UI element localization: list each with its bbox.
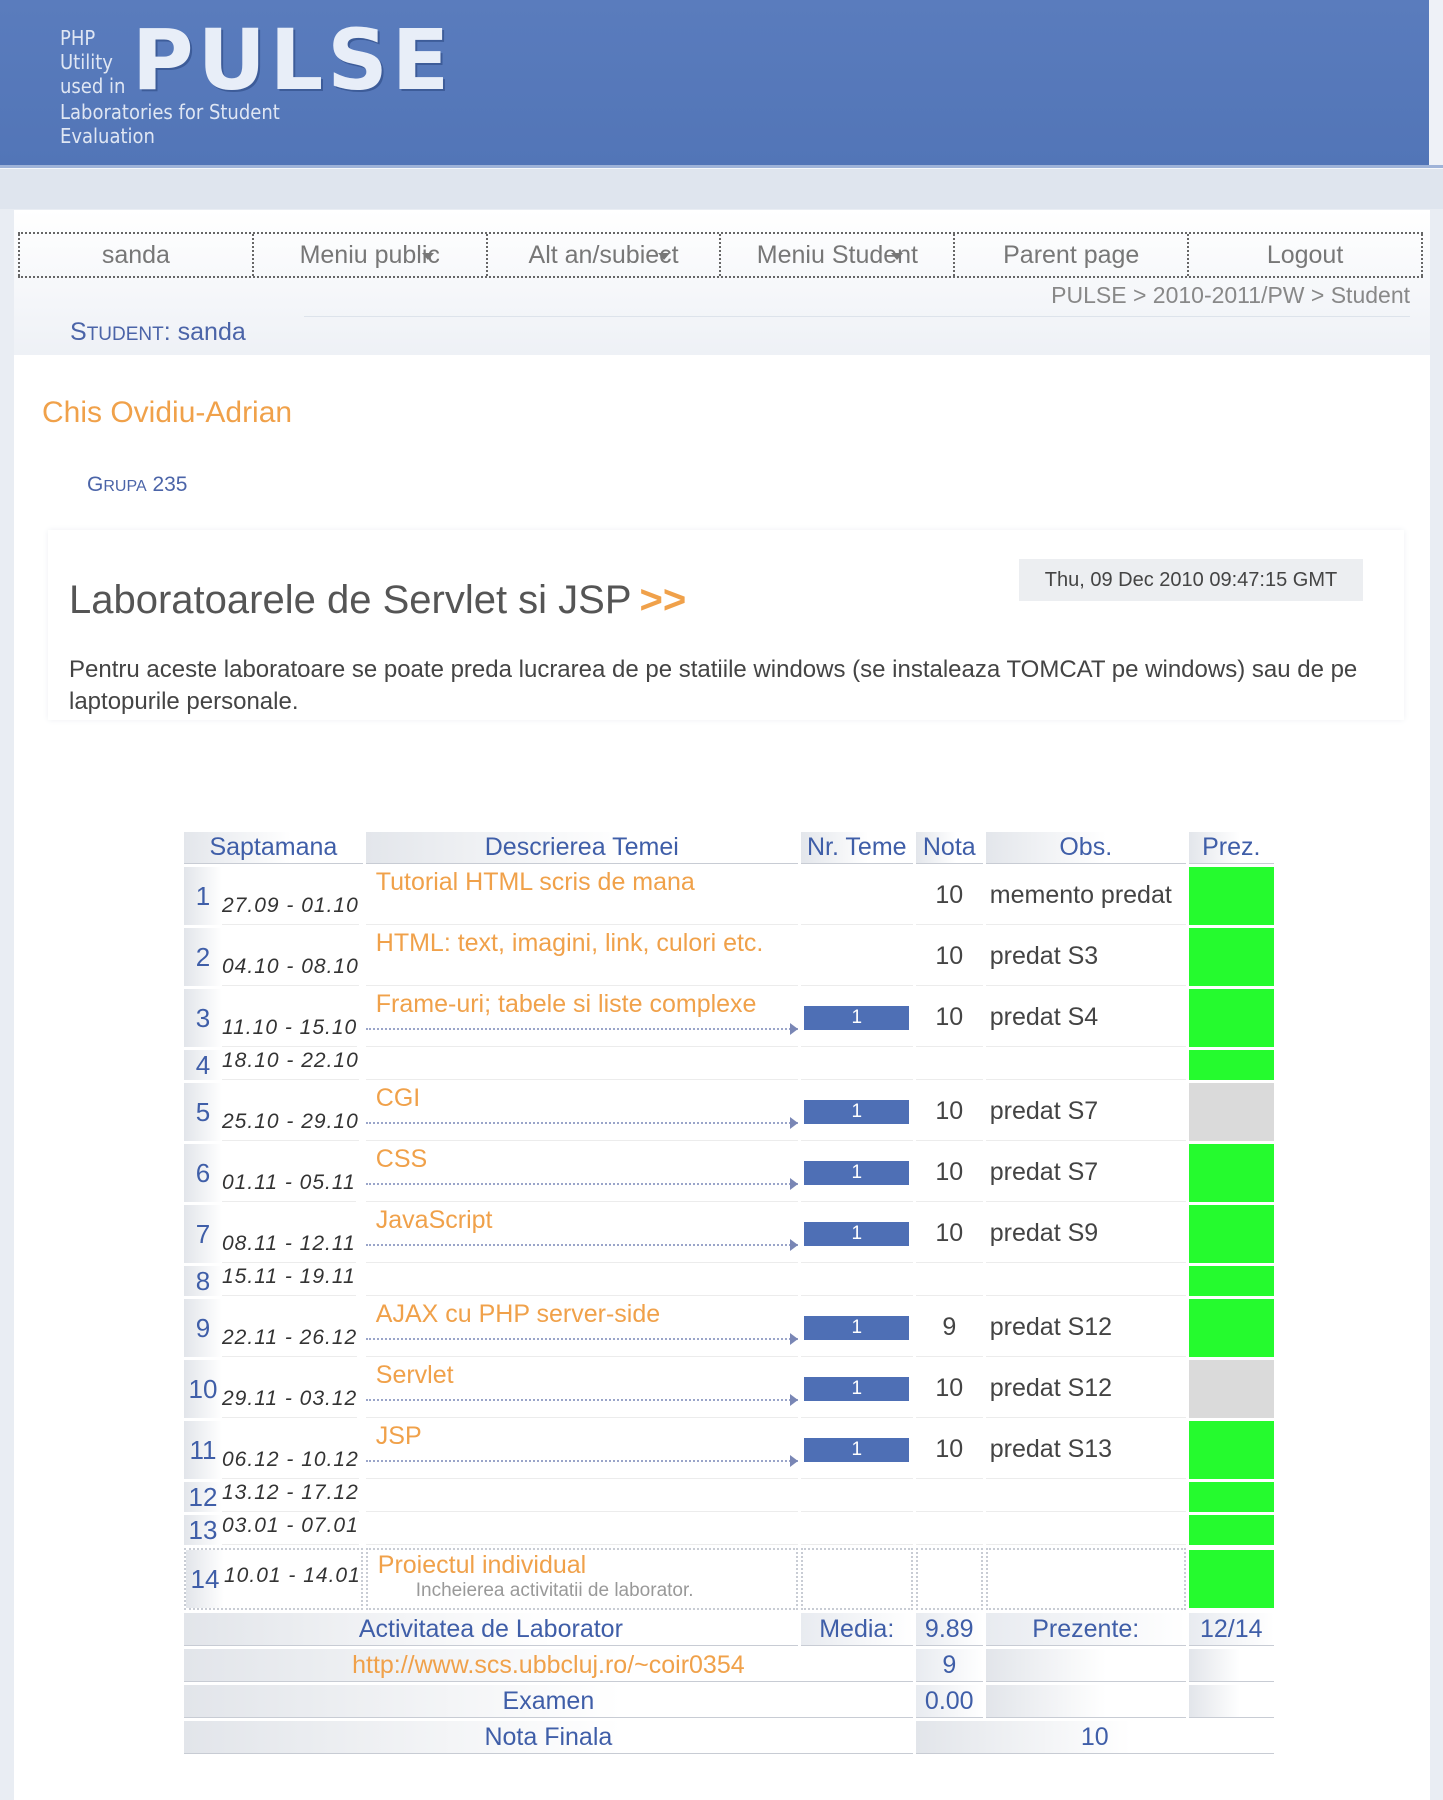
presence-cell — [1189, 928, 1274, 986]
presence-label: Prezente: — [986, 1613, 1186, 1646]
menu-item-label: sanda — [101, 241, 170, 269]
presence-indicator — [1189, 1144, 1274, 1202]
presence-indicator — [1189, 1421, 1274, 1479]
summary-activity-row — [184, 1613, 1274, 1646]
obs-cell — [986, 1548, 1186, 1610]
presence-indicator — [1189, 1550, 1274, 1608]
week-cell — [184, 1144, 363, 1202]
table-footer — [184, 1548, 1274, 1754]
grade-cell: 10 — [916, 1144, 983, 1202]
page-content — [14, 210, 1430, 1800]
exam-value: 0.00 — [916, 1685, 983, 1718]
presence-cell — [1189, 1083, 1274, 1141]
week-cell — [184, 1360, 363, 1418]
menu-item-public[interactable] — [254, 234, 488, 276]
week-dates: 15.11 - 19.11 — [222, 1266, 356, 1296]
obs-cell: predat S7 — [986, 1144, 1186, 1202]
chevron-down-icon — [891, 253, 903, 260]
table-row — [184, 989, 1274, 1047]
header-topic: Descrierea Temei — [366, 832, 798, 864]
topic-link[interactable]: JSP — [366, 1422, 422, 1450]
presence-cell — [1189, 1360, 1274, 1418]
final-label: Nota Finala — [184, 1721, 913, 1754]
week-number: 12 — [184, 1482, 222, 1512]
project-url-link[interactable]: http://www.scs.ubbcluj.ro/~coir0354 — [184, 1649, 913, 1682]
week-cell — [184, 1421, 363, 1479]
count-cell — [801, 1548, 913, 1610]
logo-line-used-in: used in — [60, 74, 126, 98]
breadcrumb-divider — [304, 316, 1410, 317]
count-cell — [801, 1482, 913, 1512]
presence-cell — [1189, 867, 1274, 925]
table-row — [184, 1515, 1274, 1545]
presence-indicator — [1189, 1515, 1274, 1545]
empty-cell — [1189, 1649, 1274, 1682]
table-row — [184, 1050, 1274, 1080]
week-cell — [184, 1299, 363, 1357]
arrow-right-icon — [790, 1178, 798, 1190]
menu-item-other-year[interactable] — [488, 234, 722, 276]
week-number: 9 — [184, 1299, 222, 1357]
week-dates: 03.01 - 07.01 — [222, 1515, 359, 1545]
menu-item-label: Alt an/subiect — [528, 241, 679, 269]
grade-cell: 10 — [916, 989, 983, 1047]
table-row — [184, 1083, 1274, 1141]
exam-label: Examen — [184, 1685, 913, 1718]
project-topic-cell — [366, 1548, 798, 1610]
presence-indicator — [1189, 1050, 1274, 1080]
url-grade: 9 — [916, 1649, 983, 1682]
count-bar[interactable]: 1 — [804, 1161, 909, 1185]
count-cell — [801, 1360, 913, 1418]
group-label — [87, 473, 188, 497]
arrow-line — [366, 1244, 798, 1246]
logo-word: PULSE — [132, 11, 454, 109]
table-row — [184, 1299, 1274, 1357]
group-label-initial: G — [87, 473, 104, 496]
topic-cell — [366, 1050, 798, 1080]
main-menu — [18, 232, 1423, 278]
topic-link[interactable]: AJAX cu PHP server-side — [366, 1300, 660, 1328]
table-row — [184, 1421, 1274, 1479]
week-dates: 11.10 - 15.10 — [222, 989, 357, 1047]
topic-link[interactable]: Tutorial HTML scris de mana — [366, 868, 695, 896]
table-row-project — [184, 1548, 1274, 1610]
presence-cell — [1189, 989, 1274, 1047]
week-number: 4 — [184, 1050, 222, 1080]
topic-cell — [366, 1482, 798, 1512]
presence-cell — [1189, 1266, 1274, 1296]
header-count: Nr. Teme — [801, 832, 913, 864]
student-label-initial: S — [70, 318, 87, 346]
topic-cell — [366, 989, 798, 1047]
presence-indicator — [1189, 928, 1274, 986]
topic-link[interactable]: Frame-uri; tabele si liste complexe — [366, 990, 757, 1018]
table-row — [184, 867, 1274, 925]
week-dates: 22.11 - 26.12 — [222, 1299, 357, 1357]
logo-line-utility: Utility — [60, 50, 113, 74]
count-cell — [801, 1205, 913, 1263]
presence-cell — [1189, 1299, 1274, 1357]
presence-indicator — [1189, 1266, 1274, 1296]
topic-cell — [366, 1421, 798, 1479]
grade-cell — [916, 1266, 983, 1296]
summary-exam-row — [184, 1685, 1274, 1718]
menu-item-logout[interactable] — [1189, 234, 1423, 276]
topic-link[interactable]: Servlet — [366, 1361, 454, 1389]
week-cell — [184, 1548, 363, 1610]
header-presence: Prez. — [1189, 832, 1274, 864]
week-dates: 18.10 - 22.10 — [222, 1050, 359, 1080]
arrow-line — [366, 1183, 798, 1185]
topic-cell — [366, 1205, 798, 1263]
group-label-rest: RUPA — [103, 478, 147, 495]
timestamp: Thu, 09 Dec 2010 09:47:15 GMT — [1019, 559, 1363, 601]
topic-cell — [366, 1360, 798, 1418]
presence-indicator — [1189, 1299, 1274, 1357]
obs-cell: predat S9 — [986, 1205, 1186, 1263]
topic-cell — [366, 1083, 798, 1141]
week-dates: 13.12 - 17.12 — [222, 1482, 359, 1512]
menu-item-user[interactable] — [18, 234, 254, 276]
grades-table — [181, 829, 1277, 1757]
topic-cell — [366, 1266, 798, 1296]
topic-cell — [366, 1299, 798, 1357]
week-dates: 01.11 - 05.11 — [222, 1144, 356, 1202]
table-row — [184, 1266, 1274, 1296]
table-row — [184, 1482, 1274, 1512]
week-number: 10 — [184, 1360, 222, 1418]
site-header — [0, 0, 1443, 168]
summary-final-row — [184, 1721, 1274, 1754]
table-row — [184, 1144, 1274, 1202]
final-value: 10 — [916, 1721, 1274, 1754]
project-note: Incheierea activitatii de laborator. — [415, 1580, 694, 1601]
topic-link[interactable]: HTML: text, imagini, link, culori etc. — [366, 929, 764, 957]
menu-item-student[interactable] — [721, 234, 955, 276]
grade-cell: 10 — [916, 1205, 983, 1263]
arrow-line — [366, 1399, 798, 1401]
presence-indicator — [1189, 1205, 1274, 1263]
week-cell — [184, 1083, 363, 1141]
empty-cell — [986, 1649, 1186, 1682]
count-bar[interactable]: 1 — [804, 1316, 909, 1340]
week-dates: 10.01 - 14.01 — [224, 1564, 361, 1587]
obs-cell: predat S12 — [986, 1360, 1186, 1418]
week-number: 2 — [184, 928, 222, 986]
week-number: 3 — [184, 989, 222, 1047]
count-cell — [801, 867, 913, 925]
presence-cell — [1189, 1421, 1274, 1479]
week-dates: 04.10 - 08.10 — [222, 928, 359, 986]
count-cell — [801, 1083, 913, 1141]
count-cell — [801, 1515, 913, 1545]
arrow-right-icon — [790, 1455, 798, 1467]
presence-cell — [1189, 1144, 1274, 1202]
grade-cell: 9 — [916, 1299, 983, 1357]
grade-cell: 10 — [916, 867, 983, 925]
week-dates: 29.11 - 03.12 — [222, 1360, 357, 1418]
table-header-row — [184, 832, 1274, 864]
week-number: 14 — [186, 1550, 224, 1608]
header-week: Saptamana — [184, 832, 363, 864]
grade-cell: 10 — [916, 1083, 983, 1141]
student-full-name: Chis Ovidiu-Adrian — [42, 396, 293, 429]
media-label: Media: — [801, 1613, 913, 1646]
table-row — [184, 1360, 1274, 1418]
lab-title-text: Laboratoarele de Servlet si JSP — [69, 578, 632, 622]
chevron-down-icon — [422, 253, 434, 260]
presence-cell — [1189, 1482, 1274, 1512]
count-bar[interactable]: 1 — [804, 1006, 909, 1030]
week-dates: 06.12 - 10.12 — [222, 1421, 359, 1479]
week-cell — [184, 928, 363, 986]
week-cell — [184, 867, 363, 925]
presence-indicator — [1189, 1482, 1274, 1512]
topic-cell — [366, 1144, 798, 1202]
week-number: 11 — [184, 1421, 222, 1479]
obs-cell: predat S4 — [986, 989, 1186, 1047]
count-cell — [801, 1421, 913, 1479]
group-number: 235 — [152, 473, 188, 496]
arrow-right-icon — [790, 1394, 798, 1406]
presence-cell — [1189, 1205, 1274, 1263]
week-cell — [184, 1205, 363, 1263]
presence-indicator — [1189, 1083, 1274, 1141]
presence-indicator — [1189, 1360, 1274, 1418]
project-topic-link[interactable]: Proiectul individual — [377, 1551, 587, 1579]
student-label — [70, 318, 246, 347]
lab-description: Pentru aceste laboratoare se poate preda lucrarea de pe statiile windows (se instaleaza TOMCAT pe windows) sau de pe laptopurile personale. — [69, 656, 1358, 715]
empty-cell — [986, 1685, 1186, 1718]
grade-cell — [916, 1482, 983, 1512]
header-strip — [0, 168, 1443, 209]
header-edge — [1429, 0, 1443, 165]
pulse-logo[interactable] — [60, 11, 454, 148]
topic-link[interactable]: CSS — [366, 1145, 427, 1173]
obs-cell: predat S12 — [986, 1299, 1186, 1357]
week-number: 13 — [184, 1515, 222, 1545]
menu-item-parent-page[interactable] — [955, 234, 1189, 276]
week-cell — [184, 989, 363, 1047]
arrow-right-icon — [790, 1333, 798, 1345]
topic-link[interactable]: JavaScript — [366, 1206, 493, 1234]
grade-cell — [916, 1050, 983, 1080]
student-username: sanda — [177, 318, 246, 346]
obs-cell — [986, 1266, 1186, 1296]
menu-item-label: Logout — [1266, 241, 1344, 269]
media-value: 9.89 — [916, 1613, 983, 1646]
obs-cell: memento predat — [986, 867, 1186, 925]
empty-cell — [1189, 1685, 1274, 1718]
obs-cell: predat S3 — [986, 928, 1186, 986]
week-dates: 08.11 - 12.11 — [222, 1205, 356, 1263]
week-cell — [184, 1482, 363, 1512]
menu-item-label: Parent page — [1003, 241, 1140, 269]
arrow-right-icon — [790, 1023, 798, 1035]
week-dates: 25.10 - 29.10 — [222, 1083, 359, 1141]
arrow-line — [366, 1460, 798, 1462]
expand-link[interactable]: >> — [639, 578, 687, 622]
week-cell — [184, 1050, 363, 1080]
arrow-right-icon — [790, 1117, 798, 1129]
week-dates: 27.09 - 01.10 — [222, 867, 359, 925]
logo-line-php: PHP — [60, 26, 96, 50]
presence-indicator — [1189, 867, 1274, 925]
count-cell — [801, 1266, 913, 1296]
summary-url-row — [184, 1649, 1274, 1682]
student-label-rest: TUDENT — [86, 324, 164, 345]
topic-cell — [366, 928, 798, 986]
grade-cell: 10 — [916, 1421, 983, 1479]
logo-line-tagline: Laboratories for Student Evaluation — [60, 100, 280, 148]
week-number: 7 — [184, 1205, 222, 1263]
table-body — [184, 867, 1274, 1545]
week-cell — [184, 1515, 363, 1545]
menu-item-label: Meniu public — [299, 241, 440, 269]
topic-cell — [366, 1515, 798, 1545]
grade-cell — [916, 1515, 983, 1545]
arrow-line — [366, 1122, 798, 1124]
topic-link[interactable]: CGI — [366, 1084, 420, 1112]
week-number: 8 — [184, 1266, 222, 1296]
presence-cell — [1189, 1050, 1274, 1080]
header-obs: Obs. — [986, 832, 1186, 864]
topic-cell — [366, 867, 798, 925]
count-bar[interactable]: 1 — [804, 1100, 909, 1124]
arrow-line — [366, 1338, 798, 1340]
arrow-right-icon — [790, 1239, 798, 1251]
week-number: 5 — [184, 1083, 222, 1141]
count-bar[interactable]: 1 — [804, 1377, 909, 1401]
grade-cell: 10 — [916, 928, 983, 986]
count-cell — [801, 989, 913, 1047]
grade-cell — [916, 1548, 983, 1610]
obs-cell — [986, 1050, 1186, 1080]
presence-indicator — [1189, 989, 1274, 1047]
obs-cell: predat S7 — [986, 1083, 1186, 1141]
lab-title — [69, 578, 686, 623]
presence-cell — [1189, 1548, 1274, 1610]
week-number: 6 — [184, 1144, 222, 1202]
header-grade: Nota — [916, 832, 983, 864]
count-cell — [801, 1299, 913, 1357]
presence-cell — [1189, 1515, 1274, 1545]
count-bar[interactable]: 1 — [804, 1222, 909, 1246]
count-cell — [801, 928, 913, 986]
presence-count: 12/14 — [1189, 1613, 1274, 1646]
week-cell — [184, 1266, 363, 1296]
count-cell — [801, 1050, 913, 1080]
table-row — [184, 928, 1274, 986]
student-label-colon: : — [163, 318, 171, 346]
menu-item-label: Meniu Student — [756, 241, 918, 269]
count-bar[interactable]: 1 — [804, 1438, 909, 1462]
breadcrumb[interactable]: PULSE > 2010-2011/PW > Student — [1051, 282, 1410, 308]
week-number: 1 — [184, 867, 222, 925]
grade-cell: 10 — [916, 1360, 983, 1418]
obs-cell — [986, 1515, 1186, 1545]
obs-cell: predat S13 — [986, 1421, 1186, 1479]
arrow-line — [366, 1028, 798, 1030]
chevron-down-icon — [658, 253, 670, 260]
activity-label: Activitatea de Laborator — [184, 1613, 798, 1646]
obs-cell — [986, 1482, 1186, 1512]
table-row — [184, 1205, 1274, 1263]
count-cell — [801, 1144, 913, 1202]
